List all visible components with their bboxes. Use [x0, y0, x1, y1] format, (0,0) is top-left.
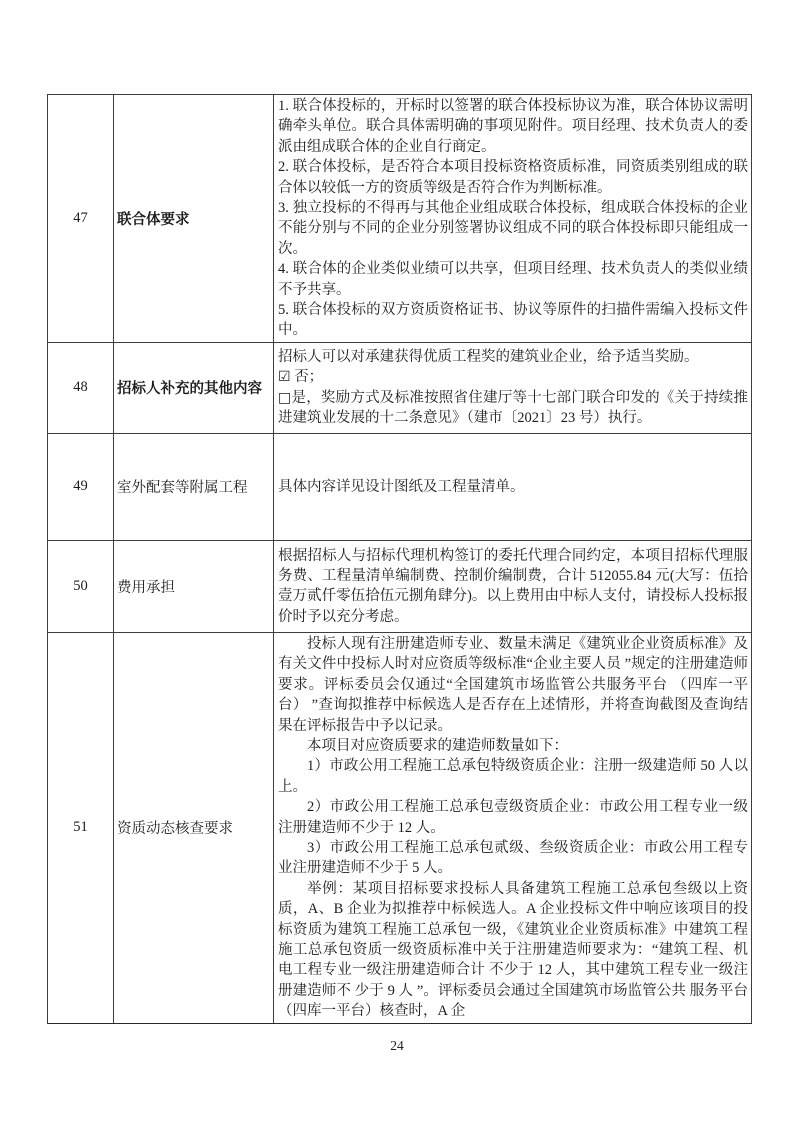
row-label-cell: 招标人补充的其他内容: [114, 342, 274, 433]
row-content-cell: [274, 540, 752, 632]
content-paragraph: 1. 联合体投标的，开标时以签署的联合体投标协议为准，联合体协议需明确牵头单位。联合具体需明确的事项见附件。项目经理、技术负责人的委派由组成联合体的企业自行商定。: [278, 98, 748, 155]
table-body: [48, 95, 752, 1024]
tender-conditions-table: [47, 94, 752, 1024]
row-label-cell: 室外配套等附属工程: [114, 433, 274, 540]
content-paragraph: 2. 联合体投标，是否符合本项目投标资格资质标准，同资质类别组成的联合体以较低一方的资质等级是否符合作为判断标准。: [278, 159, 748, 196]
checkbox-unchecked-icon: □: [278, 389, 292, 406]
content-paragraph: 3. 独立投标的不得再与其他企业组成联合体投标，组成联合体投标的企业不能分别与不同的企业分别签署协议组成不同的联合体投标即只能组成一次。: [278, 200, 748, 257]
content-paragraph: 根据招标人与招标代理机构签订的委托代理合同约定，本项目招标代理服务费、工程量清单编制费、控制价编制费，合计 512055.84 元(大写：伍拾壹万贰仟零伍拾伍元捌角肆分)。以上费用由中标人支付，请投标人投标报价时予以充分考虑。: [278, 547, 748, 625]
row-number-cell: 48: [48, 342, 114, 433]
table-row: [48, 433, 752, 540]
row-label-cell: 联合体要求: [114, 95, 274, 343]
row-number-cell: 47: [48, 95, 114, 343]
content-paragraph: ☑ 否；: [278, 369, 324, 386]
row-content-cell: [274, 342, 752, 433]
content-paragraph: 具体内容详见设计图纸及工程量清单。: [278, 478, 525, 495]
row-content-cell: [274, 632, 752, 1023]
table-row: [48, 95, 752, 343]
content-paragraph: 举例：某项目招标要求投标人具备建筑工程施工总承包叁级以上资质，A、B 企业为拟推荐中标候选人。A 企业投标文件中响应该项目的投标资质为建筑工程施工总承包一级，《建筑业企业资质标准》中建筑工程施工总承包资质一级资质标准中关于注册建造师要求为：“建筑工程、机电工程专业一级注册建造师合计 不少于 12 人，其中建筑工程专业一级注册建造师不 少于 9 人 ”。评标委员会通过全国建筑市场监管公共 服务平台（四库一平台）核查时，A 企: [278, 880, 748, 1020]
content-paragraph: 招标人可以对承建获得优质工程奖的建筑业企业，给予适当奖励。: [278, 349, 699, 366]
checkbox-checked-icon: ☑: [278, 369, 291, 386]
table-row: [48, 632, 752, 1023]
content-paragraph: 3）市政公用工程施工总承包贰级、叁级资质企业：市政公用工程专业注册建造师不少于 5 人。: [278, 839, 748, 877]
content-paragraph: 4. 联合体的企业类似业绩可以共享，但项目经理、技术负责人的类似业绩不予共享。: [278, 261, 748, 298]
row-number-cell: 49: [48, 433, 114, 540]
content-paragraph: 1）市政公用工程施工总承包特级资质企业：注册一级建造师 50 人以上。: [278, 758, 748, 795]
table-row: [48, 540, 752, 632]
page-number: 24: [390, 1038, 404, 1053]
table-row: [48, 342, 752, 433]
row-content-cell: [274, 433, 752, 540]
row-content-cell: [274, 95, 752, 343]
content-paragraph: 本项目对应资质要求的建造师数量如下：: [307, 737, 568, 754]
row-label-cell: 资质动态核查要求: [114, 632, 274, 1023]
row-label-cell: 费用承担: [114, 540, 274, 632]
content-paragraph: □是，奖励方式及标准按照省住建厅等十七部门联合印发的《关于持续推进建筑业发展的十二条意见》（建市〔2021〕23 号）执行。: [278, 389, 748, 427]
content-paragraph: 2）市政公用工程施工总承包壹级资质企业：市政公用工程专业一级注册建造师不少于 12 人。: [278, 799, 748, 836]
row-number-cell: 50: [48, 540, 114, 632]
content-paragraph: 5. 联合体投标的双方资质资格证书、协议等原件的扫描件需编入投标文件中。: [278, 302, 748, 339]
row-number-cell: 51: [48, 632, 114, 1023]
content-paragraph: 投标人现有注册建造师专业、数量未满足《建筑业企业资质标准》及有关文件中投标人时对应资质等级标准“企业主要人员 ”规定的注册建造师要求。评标委员会仅通过“全国建筑市场监管公共服务平台 （四库一平台） ”查询拟推荐中标候选人是否存在上述情形，并将查询截图及查询结果在评标报告中予以记录。: [278, 635, 748, 734]
